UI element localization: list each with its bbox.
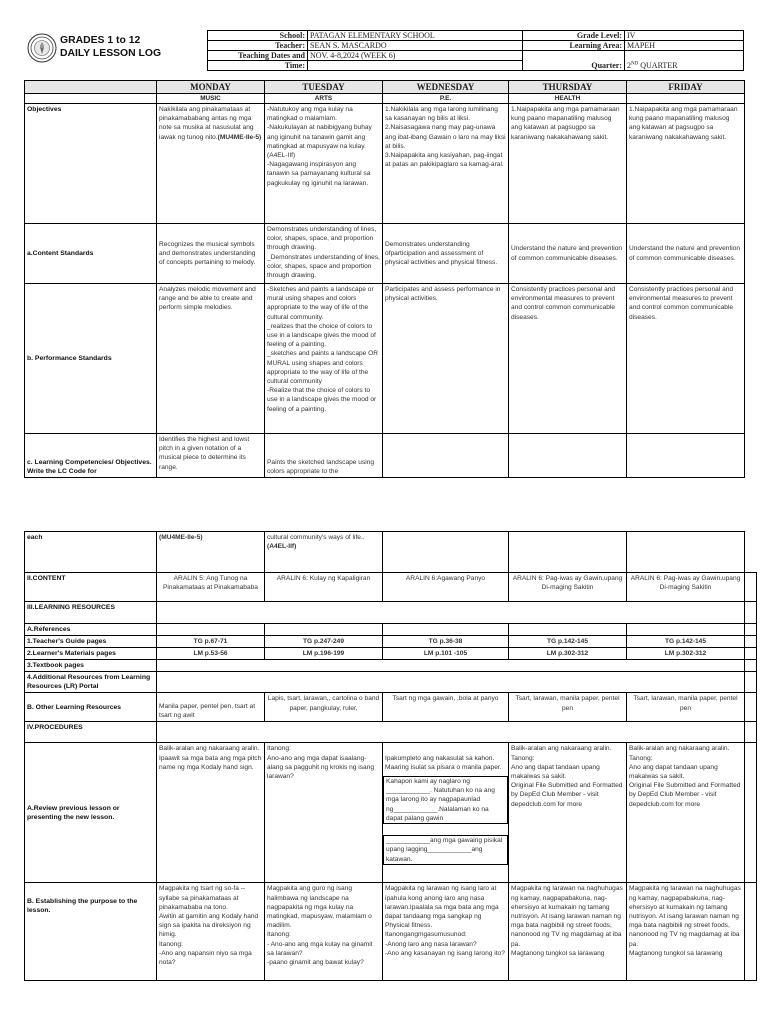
other-resources-label: B. Other Learning Resources (25, 693, 157, 722)
day-header-friday: FRIDAY (627, 81, 745, 94)
blank-subheader-cell (25, 94, 157, 104)
other-resources-wednesday: Tsart ng mga gawain, ,bola at panyo (383, 693, 509, 722)
teachers-guide-thursday: TG p.142-145 (509, 636, 627, 648)
competencies-tuesday: Paints the sketched landscape using colors appropriate to the (265, 434, 383, 478)
references-friday (627, 624, 745, 636)
content-friday: ARALIN 6: Pag-iwas ay Gawin,upang Di-maging Sakitin (627, 573, 745, 602)
grade-level-label: Grade Level: (523, 31, 625, 41)
teachers-guide-wednesday: TG p.36-38 (383, 636, 509, 648)
quarter-label: Quarter: (523, 51, 625, 71)
textbook-pages-row (157, 660, 745, 672)
references-wednesday (383, 624, 509, 636)
objectives-wednesday: 1.Nakikilala ang mga larong lumilinang sa kasanayan ng bilis at liksi. 2.Naisasagawa nang may pag-unawa ang ibat-ibang Gawain o laro na may liksi at bilis. 3.Naipapakita ang kasiyahan, pag-iingat at patas an pakikipaglaro sa kamag-aral. (383, 104, 509, 224)
teachers-guide-label: 1.Teacher's Guide pages (25, 636, 157, 648)
references-label: A.References (25, 624, 157, 636)
margin-cell (745, 648, 757, 660)
procedures-label: IV.PROCEDURES (25, 722, 157, 743)
learning-resources-row (157, 602, 745, 624)
performance-standards-monday: Analyzes melodic movement and range and be able to create and perform simple melodies. (157, 284, 265, 434)
header-info-table (207, 30, 744, 71)
textbook-pages-label: 3.Textbook pages (25, 660, 157, 672)
references-monday (157, 624, 265, 636)
content-standards-label: a.Content Standards (25, 224, 157, 284)
review-tuesday: Itanong: Ano-ano ang mga dapat isaalang-alang sa pagguhit ng krokis ng isang larawan? (265, 743, 383, 883)
school-label: School: (208, 31, 308, 41)
content-standards-monday: Recognizes the musical symbols and demonstrates understanding of concepts pertaining to melody. (157, 224, 265, 284)
content-standards-friday: Understand the nature and prevention of common communicable diseases. (627, 224, 745, 284)
learners-materials-thursday: LM p.302-312 (509, 648, 627, 660)
margin-cell (745, 722, 757, 743)
performance-standards-thursday: Consistently practices personal and environmental measures to prevent and control common communicable diseases. (509, 284, 627, 434)
purpose-friday: Magpakita ng larawan na naghuhugas ng kamay, nagpapabakuna, nag-ehersisyo at kumakain ng tamang nutrisyon. At isang larawan naman ng mga bata nagbibili ng street foods, nanonood ng TV ng magdamag at iba pa. Magtanong tungkol sa larawang (627, 883, 745, 981)
competencies-monday-continued: (MU4ME-IIe-5) (157, 532, 265, 573)
learners-materials-wednesday: LM p.101 -105 (383, 648, 509, 660)
learning-area-label: Learning Area: (523, 41, 625, 51)
content-label: II.CONTENT (25, 573, 157, 602)
content-thursday: ARALIN 6: Pag-iwas ay Gawin,upang Di-maging Sakitin (509, 573, 627, 602)
objectives-monday: Nakikilala ang pinakamataas at pinakamababang antas ng mga note sa musika at nasusulat ang iawak ng tunog nito.(MU4ME-IIe-5) (157, 104, 265, 224)
other-resources-monday: Manila paper, pentel pen, tsart at tsart ng awit (157, 693, 265, 722)
content-wednesday: ARALIN 6:Agawang Panyo (383, 573, 509, 602)
purpose-wednesday: Magpakita ng larawan ng isang laro at ipahula kong anong laro ang nasa larawan.Ipaalala sa mga bata ang mga dapat tandaang mga sangkap ng Physical fitness. Itanongangmgasumusunod: -Anong laro ang nasa larawan? -Ano ang kasanayan ng isang larong ito? (383, 883, 509, 981)
title-line-1: GRADES 1 to 12 (60, 35, 141, 46)
learners-materials-tuesday: LM p.196-199 (265, 648, 383, 660)
deped-seal-icon (27, 33, 57, 63)
lesson-table-part-2 (24, 531, 757, 981)
lesson-table-part-1 (24, 80, 745, 478)
content-tuesday: ARALIN 6: Kulay ng Kapaligiran (265, 573, 383, 602)
fill-in-box-1: Kahapon kami ay naglaro ng ____________. Natutuhan ko na ang mga larong ito ay nagpapaunlad ng____________.Nalalaman ko na dapat palang gawin (383, 776, 508, 824)
grade-level-value: IV (625, 31, 744, 41)
performance-standards-tuesday: -Sketches and paints a landscape or mural using shapes and colors appropriate to the way of life of the cultural community. _realizes that the choice of colors to use in a landscape gives the mood of feeling of a painting. _sketches and paints a landscape OR MURAL using shapes and colors appropriate to the way of life of the cultural community -Realize that the choice of colors to use in a landscape gives the mood or feeling of a painting. (265, 284, 383, 434)
margin-cell (745, 532, 757, 573)
other-resources-friday: Tsart, larawan, manila paper, pentel pen (627, 693, 745, 722)
fill-in-box-2: ____________ang mga gawaing pisikal upang lagging____________ang katawan. (383, 835, 508, 865)
margin-cell (745, 624, 757, 636)
margin-cell (745, 636, 757, 648)
competencies-friday-continued (627, 532, 745, 573)
objectives-friday: 1.Naipapakita ang mga pamamaraan kung paano mapanatiling malusog ang katawan at pagsugpo sa karaniwang nakakahawang sakit. (627, 104, 745, 224)
references-thursday (509, 624, 627, 636)
teaching-dates-value: NOV. 4-8,2024 (WEEK 6) (308, 51, 523, 61)
content-monday: ARALIN 5: Ang Tunog na Pinakamataas at Pinakamababa (157, 573, 265, 602)
purpose-thursday: Magpakita ng larawan na naghuhugas ng kamay, nagpapabakuna, nag-ehersisyo at kumakain ng tamang nutrisyon. At isang larawan naman ng mga bata nagbibili ng street foods, nanonood ng TV ng magdamag at iba pa. Magtanong tungkol sa larawang (509, 883, 627, 981)
procedures-row (157, 722, 745, 743)
teachers-guide-friday: TG p.142-145 (627, 636, 745, 648)
additional-resources-row (157, 672, 745, 693)
references-tuesday (265, 624, 383, 636)
learners-materials-label: 2.Learner's Materials pages (25, 648, 157, 660)
teaching-dates-label: Teaching Dates and (208, 51, 308, 61)
subject-arts: ARTS (265, 94, 383, 104)
margin-cell (745, 743, 757, 883)
teacher-label: Teacher: (208, 41, 308, 51)
competencies-label-continued: each (25, 532, 157, 573)
teachers-guide-monday: TG p.67-71 (157, 636, 265, 648)
objectives-label: Objectives (25, 104, 157, 224)
day-header-thursday: THURSDAY (509, 81, 627, 94)
competencies-tuesday-continued: cultural community's ways of life..(A4EL-IIf) (265, 532, 383, 573)
competencies-label: c. Learning Competencies/ Objectives. Write the LC Code for (25, 434, 157, 478)
purpose-monday: Magpakita ng tsart ng so-fa --syllabe sa pinakamataas at pinakamababa na tono. Awitin at gamitin ang Kodaly hand sign sa ipakita na direksiyon ng himig. Itanong: -Ano ang napansin niyo sa mga nota? (157, 883, 265, 981)
time-label: Time: (208, 61, 308, 71)
day-header-monday: MONDAY (157, 81, 265, 94)
learning-resources-label: III.LEARNING RESOURCES (25, 602, 157, 624)
additional-resources-label: 4.Additional Resources from Learning Resources (LR) Portal (25, 672, 157, 693)
other-resources-tuesday: Lapis, tsart, larawan,, cartolina o band paper, pangkulay, ruler, (265, 693, 383, 722)
content-standards-tuesday: Demonstrates understanding of lines, color, shapes, space, and proportion through drawing. _Demonstrates understanding of lines, color, shapes, space and proportion through drawing. (265, 224, 383, 284)
review-thursday: Balik-aralan ang nakaraang aralin. Tanong: Ano ang dapat tandaan upang makaiwas sa sakit. Original File Submitted and Formatted by DepEd Club Member - visit depedclub.com for more (509, 743, 627, 883)
subject-health: HEALTH (509, 94, 627, 104)
competencies-wednesday-continued (383, 532, 509, 573)
quarter-value: 2ND QUARTER (625, 51, 744, 71)
competencies-wednesday (383, 434, 509, 478)
learning-area-value: MAPEH (625, 41, 744, 51)
competencies-monday: Identifies the highest and lowst pitch in a given notation of a musical piece to determine its range. (157, 434, 265, 478)
document-title (60, 34, 161, 60)
school-value: PATAGAN ELEMENTARY SCHOOL (308, 31, 523, 41)
content-standards-wednesday: Demonstrates understanding ofparticipation and assessment of physical activities and physical fitness. (383, 224, 509, 284)
objectives-thursday: 1.Naipapakita ang mga pamamaraan kung paano mapanatiling malusog ang katawan at pagsugpo sa karaniwang nakakahawang sakit. (509, 104, 627, 224)
review-friday: Balik-aralan ang nakaraang aralin. Tanong: Ano ang dapat tandaan upang makaiwas sa sakit. Original File Submitted and Formatted by DepEd Club Member - visit depedclub.com for more (627, 743, 745, 883)
blank-header-cell (25, 81, 157, 94)
margin-cell (745, 573, 757, 602)
subject-pe: P.E. (383, 94, 509, 104)
review-lesson-label: A.Review previous lesson or presenting the new lesson. (25, 743, 157, 883)
review-monday: Balik-aralan ang nakaraang aralin. Ipaawit sa mga bata ang mga pitch name ng mga Kodaly hand sign. (157, 743, 265, 883)
title-line-2: DAILY LESSON LOG (60, 48, 162, 59)
performance-standards-label: b. Performance Standards (25, 284, 157, 434)
learners-materials-friday: LM p.302-312 (627, 648, 745, 660)
review-wednesday-instruction: Ipakumpleto ang nakasulat sa kahon. Maaring isulat sa pisara o manila paper. (385, 754, 502, 771)
establishing-purpose-label: B. Establishing the purpose to the lesson. (25, 883, 157, 981)
review-wednesday (383, 743, 509, 883)
learners-materials-monday: LM p.53-56 (157, 648, 265, 660)
subject-music: MUSIC (157, 94, 265, 104)
competencies-friday (627, 434, 745, 478)
margin-cell (745, 672, 757, 693)
performance-standards-friday: Consistently practices personal and environmental measures to prevent and control common communicable diseases. (627, 284, 745, 434)
performance-standards-wednesday: Participates and assess performance in physical activities. (383, 284, 509, 434)
time-value (308, 61, 523, 71)
competencies-thursday-continued (509, 532, 627, 573)
day-header-wednesday: WEDNESDAY (383, 81, 509, 94)
teacher-value: SEAN S. MASCARDO (308, 41, 523, 51)
subject-blank (627, 94, 745, 104)
day-header-tuesday: TUESDAY (265, 81, 383, 94)
other-resources-thursday: Tsart, larawan, manila paper, pentel pen (509, 693, 627, 722)
margin-cell (745, 883, 757, 981)
margin-cell (745, 693, 757, 722)
purpose-tuesday: Magpakita ang guro ng isang halimbawa ng landscape na nagpapakita ng mga kulay na matingkad, mapusyaw, malamlam o madilim. Itanong: - Ano-ano ang mga kulay na ginamit sa larawan? -paano ginamit ang bawat kulay? (265, 883, 383, 981)
content-standards-thursday: Understand the nature and prevention of common communicable diseases. (509, 224, 627, 284)
margin-cell (745, 660, 757, 672)
competencies-thursday (509, 434, 627, 478)
teachers-guide-tuesday: TG p.247-249 (265, 636, 383, 648)
objectives-tuesday: -Natutukoy ang mga kulay na matingkad o malamlam. -Nakukulayan at nabibigyang buhay ang iginuhit na tanawin gamit ang matingkad at mapusyaw na kulay. (A4EL-IIf) -Nagagawang inspirasyon ang tanawin sa pamayanang kultural sa pagkukulay ng iginuhit na larawan. (265, 104, 383, 224)
margin-cell (745, 602, 757, 624)
